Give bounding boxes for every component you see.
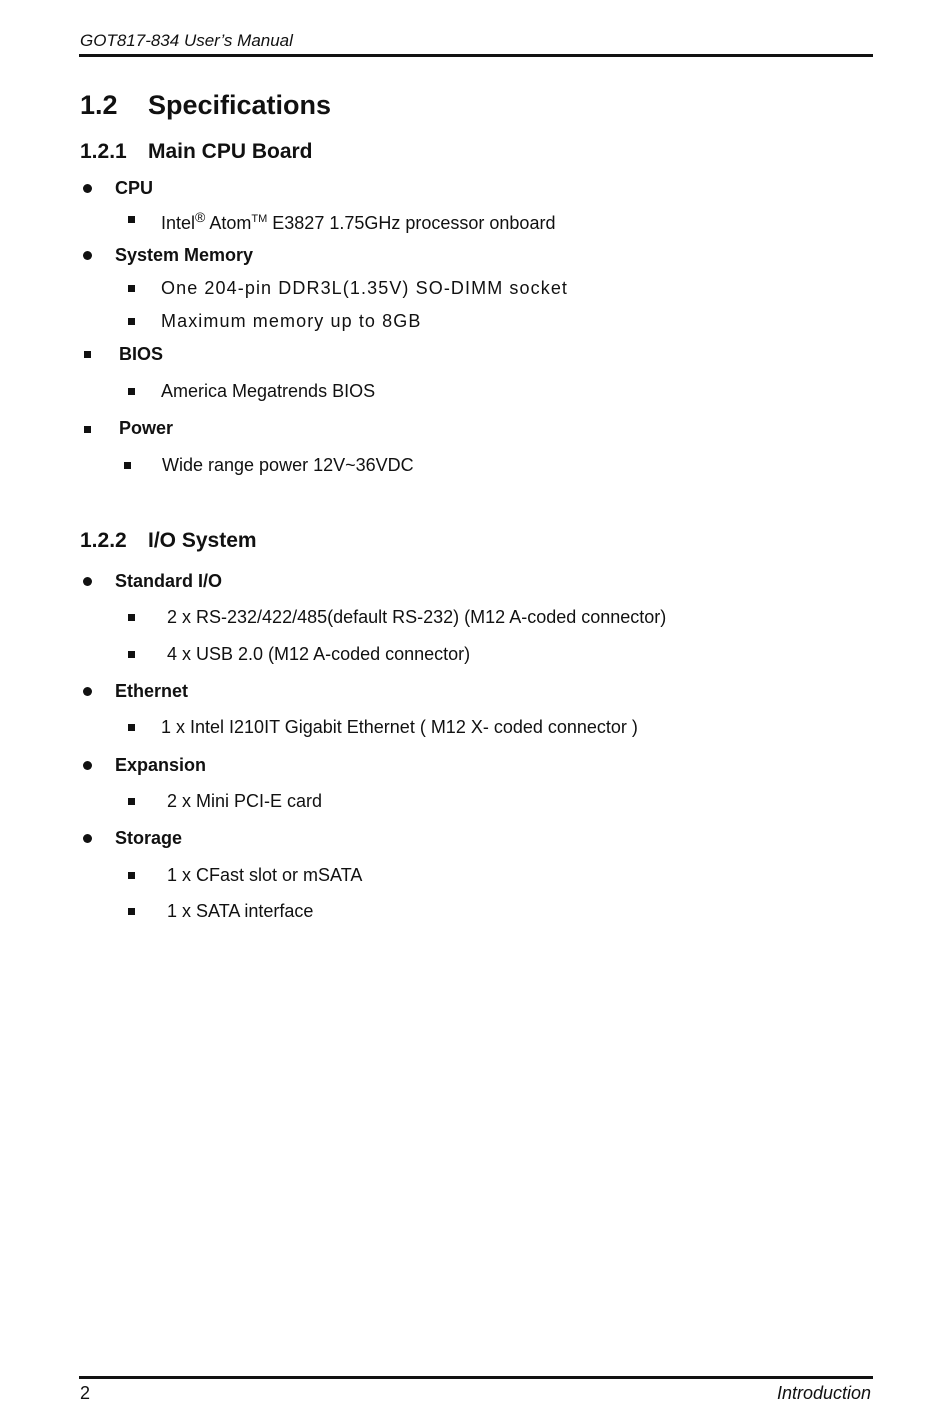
spec-label-memory: System Memory xyxy=(115,245,254,265)
footer-section-name: Introduction xyxy=(776,1383,871,1403)
spec-item-bios: America Megatrends BIOS xyxy=(161,381,376,401)
spec-item-cfast: 1 x CFast slot or mSATA xyxy=(167,865,363,885)
bullet-dot-icon xyxy=(83,834,92,843)
running-header-title: GOT817-834 User’s Manual xyxy=(80,31,293,50)
spec-item-power: Wide range power 12V~36VDC xyxy=(162,455,414,475)
subsection-heading-io-system xyxy=(80,529,257,553)
bullet-dot-icon xyxy=(83,687,92,696)
subsection-number: 1.2.1 xyxy=(80,140,127,163)
bullet-square-icon xyxy=(84,351,91,358)
section-title: Specifications xyxy=(148,90,332,120)
header-rule xyxy=(79,54,873,57)
footer-rule xyxy=(79,1376,873,1379)
bullet-square-icon xyxy=(128,285,135,292)
bullet-square-icon xyxy=(128,872,135,879)
page-number: 2 xyxy=(80,1383,91,1403)
spec-item-memory-socket: One 204-pin DDR3L(1.35V) SO-DIMM socket xyxy=(161,278,569,298)
section-number: 1.2 xyxy=(80,90,118,120)
spec-label-ethernet: Ethernet xyxy=(115,681,189,701)
bullet-square-icon xyxy=(84,426,91,433)
subsection-heading-cpu-board xyxy=(80,140,313,164)
bullet-square-icon xyxy=(128,798,135,805)
spec-label-expansion: Expansion xyxy=(115,755,207,775)
spec-item-serial: 2 x RS-232/422/485(default RS-232) (M12 A-coded connector) xyxy=(167,607,667,627)
bullet-square-icon xyxy=(128,908,135,915)
bullet-square-icon xyxy=(128,388,135,395)
cpu-family: Atom xyxy=(205,213,252,233)
bullet-dot-icon xyxy=(83,761,92,770)
section-heading xyxy=(80,90,331,121)
bullet-square-icon xyxy=(128,216,135,223)
spec-item-sata: 1 x SATA interface xyxy=(167,901,314,921)
registered-mark: ® xyxy=(195,209,206,225)
spec-label-cpu: CPU xyxy=(115,178,154,198)
spec-item-cpu xyxy=(161,209,555,234)
bullet-dot-icon xyxy=(83,184,92,193)
spec-item-usb: 4 x USB 2.0 (M12 A-coded connector) xyxy=(167,644,471,664)
spec-item-expansion: 2 x Mini PCI-E card xyxy=(167,791,323,811)
spec-item-ethernet: 1 x Intel I210IT Gigabit Ethernet ( M12 X- coded connector ) xyxy=(161,717,638,737)
bullet-square-icon xyxy=(128,651,135,658)
cpu-brand: Intel xyxy=(161,213,196,233)
bullet-dot-icon xyxy=(83,577,92,586)
bullet-square-icon xyxy=(128,318,135,325)
bullet-square-icon xyxy=(124,462,131,469)
spec-label-storage: Storage xyxy=(115,828,183,848)
trademark-mark: TM xyxy=(251,213,268,225)
cpu-model: E3827 1.75GHz processor onboard xyxy=(267,213,556,233)
spec-label-standard-io: Standard I/O xyxy=(115,571,223,591)
spec-item-memory-max: Maximum memory up to 8GB xyxy=(161,311,422,331)
subsection-title: I/O System xyxy=(148,529,257,552)
bullet-dot-icon xyxy=(83,251,92,260)
spec-label-power: Power xyxy=(119,418,174,438)
bullet-square-icon xyxy=(128,724,135,731)
spec-label-bios: BIOS xyxy=(119,344,164,364)
subsection-number: 1.2.2 xyxy=(80,529,127,552)
subsection-title: Main CPU Board xyxy=(148,140,313,163)
bullet-square-icon xyxy=(128,614,135,621)
